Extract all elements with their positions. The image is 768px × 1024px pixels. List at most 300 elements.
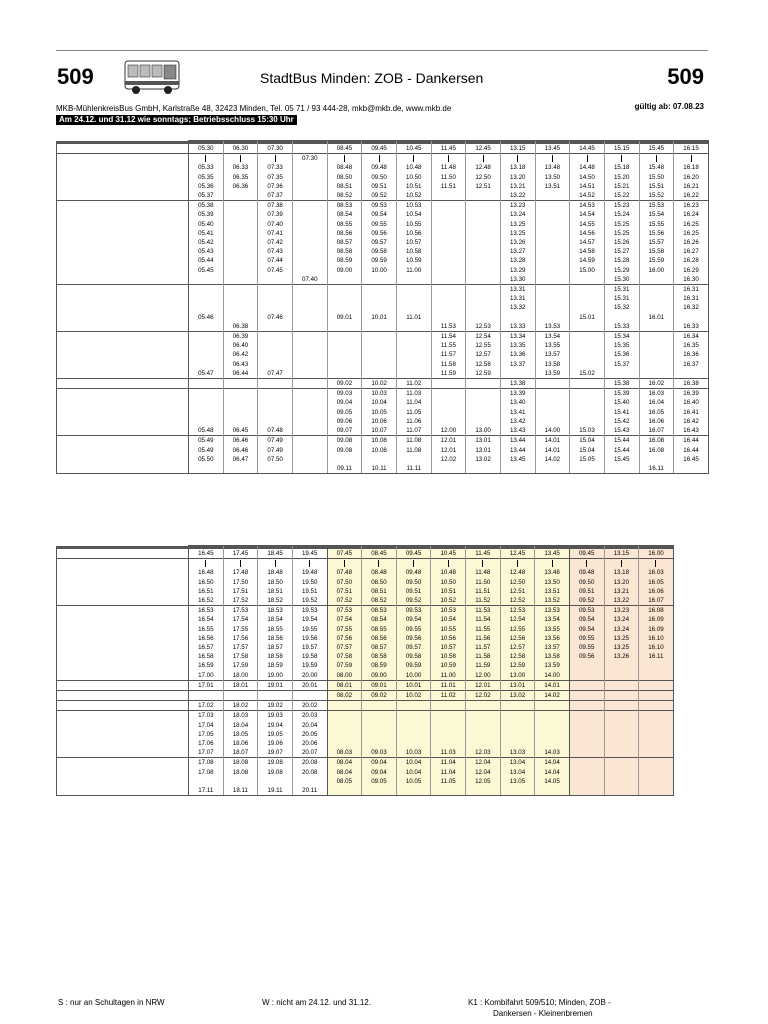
- departure-time: [362, 455, 397, 464]
- departure-time: 10.52: [431, 596, 466, 606]
- departure-time: 13.29: [500, 266, 535, 275]
- departure-time: [327, 369, 362, 379]
- departure-time: 11.58: [431, 360, 466, 369]
- stop-name: [57, 398, 175, 407]
- pass-through-mark: [413, 155, 414, 162]
- departure-time: 13.01: [466, 446, 501, 455]
- departure-time: [396, 739, 431, 748]
- departure-time: [327, 721, 362, 730]
- departure-time: [535, 191, 570, 201]
- stop-row: [57, 201, 709, 211]
- departure-time: 15.38: [604, 379, 639, 389]
- departure-time: [569, 701, 604, 711]
- departure-time: 11.05: [396, 408, 431, 417]
- departure-time: 15.31: [604, 285, 639, 295]
- stop-row: [57, 163, 709, 172]
- departure-time: [189, 303, 224, 312]
- departure-time: 13.01: [500, 681, 535, 690]
- departure-time: [396, 322, 431, 332]
- stop-name: [57, 606, 175, 616]
- departure-time: 17.04: [189, 721, 224, 730]
- departure-time: 14.58: [570, 247, 605, 256]
- departure-time: [500, 701, 535, 711]
- stop-name: [57, 587, 175, 596]
- departure-time: [396, 730, 431, 739]
- stop-name: [57, 360, 175, 369]
- departure-time: [535, 701, 570, 711]
- departure-time: 08.50: [327, 173, 362, 182]
- departure-time: 19.04: [258, 721, 293, 730]
- departure-time: 10.53: [396, 201, 431, 211]
- departure-time: [396, 559, 431, 569]
- departure-time: 16.03: [639, 568, 674, 577]
- direction-marker: [175, 426, 189, 436]
- direction-marker: [175, 739, 189, 748]
- departure-time: 13.01: [466, 436, 501, 446]
- departure-time: [639, 777, 674, 786]
- stop-name: [57, 730, 175, 739]
- departure-time: [292, 313, 327, 322]
- departure-time: 07.33: [258, 163, 293, 172]
- departure-time: 06.46: [223, 446, 258, 455]
- departure-time: [189, 360, 224, 369]
- departure-time: [292, 559, 327, 569]
- direction-marker: [175, 748, 189, 758]
- direction-marker: [175, 701, 189, 711]
- stop-name: [57, 341, 175, 350]
- departure-time: 14.53: [570, 201, 605, 211]
- departure-time: 18.02: [223, 701, 258, 711]
- departure-time: 12.00: [431, 426, 466, 436]
- departure-time: 12.57: [466, 350, 501, 359]
- stop-row: [57, 350, 709, 359]
- departure-time: 16.10: [639, 643, 674, 652]
- stop-name: [57, 322, 175, 332]
- departure-time: 09.54: [569, 615, 604, 624]
- departure-time: 15.22: [604, 191, 639, 201]
- departure-time: [639, 730, 674, 739]
- departure-time: 16.44: [674, 436, 709, 446]
- departure-time: [431, 285, 466, 295]
- stop-name: [57, 615, 175, 624]
- departure-time: [327, 455, 362, 464]
- pass-through-mark: [552, 155, 553, 162]
- departure-time: [431, 398, 466, 407]
- pass-through-mark: [379, 155, 380, 162]
- departure-time: 16.01: [639, 313, 674, 322]
- departure-time: 16.09: [639, 625, 674, 634]
- departure-time: [189, 379, 224, 389]
- pass-through-mark: [482, 560, 483, 567]
- departure-time: 18.48: [258, 568, 293, 577]
- departure-time: [674, 154, 709, 164]
- departure-time: [639, 768, 674, 777]
- stop-row: [57, 322, 709, 332]
- departure-time: [639, 721, 674, 730]
- departure-time: 11.51: [466, 587, 501, 596]
- departure-time: [292, 247, 327, 256]
- departure-time: [604, 768, 639, 777]
- departure-time: 14.02: [535, 691, 570, 701]
- departure-time: 10.53: [431, 606, 466, 616]
- departure-time: [258, 464, 293, 474]
- stop-name: [57, 144, 175, 154]
- departure-time: [223, 220, 258, 229]
- departure-time: [431, 730, 466, 739]
- bus-icon: [122, 57, 182, 97]
- departure-time: [674, 369, 709, 379]
- departure-time: [500, 313, 535, 322]
- departure-time: 19.08: [258, 758, 293, 768]
- departure-time: 06.33: [223, 163, 258, 172]
- departure-time: [431, 721, 466, 730]
- stop-name: [57, 266, 175, 275]
- departure-time: [570, 398, 605, 407]
- departure-time: [223, 201, 258, 211]
- departure-time: [569, 721, 604, 730]
- departure-time: 13.50: [535, 578, 570, 587]
- departure-time: 15.35: [604, 341, 639, 350]
- departure-time: 08.45: [362, 549, 397, 559]
- departure-time: [292, 360, 327, 369]
- departure-time: 17.53: [223, 606, 258, 616]
- departure-time: [466, 711, 501, 721]
- departure-time: 19.48: [292, 568, 327, 577]
- direction-marker: [175, 464, 189, 474]
- departure-time: [535, 464, 570, 474]
- departure-time: [639, 748, 674, 758]
- departure-time: [639, 661, 674, 670]
- departure-time: [258, 350, 293, 359]
- departure-time: 19.02: [258, 701, 293, 711]
- departure-time: [292, 446, 327, 455]
- departure-time: [466, 464, 501, 474]
- stop-name: [57, 643, 175, 652]
- departure-time: [466, 229, 501, 238]
- departure-time: 07.50: [258, 455, 293, 464]
- departure-time: [466, 379, 501, 389]
- departure-time: 13.28: [500, 256, 535, 265]
- departure-time: [327, 360, 362, 369]
- stop-row: [57, 266, 709, 275]
- departure-time: 09.05: [362, 777, 397, 786]
- pass-through-mark: [621, 560, 622, 567]
- departure-time: 11.50: [466, 578, 501, 587]
- stop-name: [57, 303, 175, 312]
- departure-time: [569, 681, 604, 690]
- stop-row: [57, 360, 709, 369]
- departure-time: [639, 332, 674, 342]
- direction-marker: [175, 360, 189, 369]
- departure-time: 09.45: [569, 549, 604, 559]
- departure-time: 10.07: [362, 426, 397, 436]
- departure-time: [396, 369, 431, 379]
- departure-time: 16.15: [674, 144, 709, 154]
- pass-through-mark: [448, 560, 449, 567]
- departure-time: 10.08: [362, 436, 397, 446]
- departure-time: 19.06: [258, 739, 293, 748]
- departure-time: 13.48: [535, 568, 570, 577]
- departure-time: [500, 464, 535, 474]
- departure-time: 19.56: [292, 634, 327, 643]
- departure-time: 15.15: [604, 144, 639, 154]
- stop-row: [57, 721, 674, 730]
- departure-time: 14.50: [570, 173, 605, 182]
- departure-time: [500, 369, 535, 379]
- departure-time: [604, 701, 639, 711]
- departure-time: 09.58: [396, 652, 431, 661]
- departure-time: 11.55: [466, 625, 501, 634]
- departure-time: 15.31: [604, 294, 639, 303]
- departure-time: 11.07: [396, 426, 431, 436]
- departure-time: 11.52: [466, 596, 501, 606]
- departure-time: 09.48: [362, 163, 397, 172]
- departure-time: 12.52: [500, 596, 535, 606]
- departure-time: 18.01: [223, 681, 258, 690]
- departure-time: [431, 247, 466, 256]
- direction-marker: [175, 398, 189, 407]
- stop-name: [57, 313, 175, 322]
- departure-time: 06.38: [223, 322, 258, 332]
- departure-time: 08.51: [362, 587, 397, 596]
- departure-time: [466, 303, 501, 312]
- departure-time: [396, 341, 431, 350]
- departure-time: [604, 748, 639, 758]
- pass-through-mark: [483, 155, 484, 162]
- direction-marker: [175, 768, 189, 777]
- departure-time: 16.05: [639, 408, 674, 417]
- departure-time: [189, 417, 224, 426]
- departure-time: [466, 210, 501, 219]
- direction-marker: [175, 691, 189, 701]
- departure-time: 09.45: [396, 549, 431, 559]
- departure-time: [431, 786, 466, 796]
- departure-time: 09.05: [327, 408, 362, 417]
- departure-time: 16.33: [674, 322, 709, 332]
- departure-time: 09.54: [569, 625, 604, 634]
- departure-time: 20.01: [292, 681, 327, 690]
- departure-time: [292, 369, 327, 379]
- stop-row: [57, 275, 709, 285]
- departure-time: [189, 285, 224, 295]
- departure-time: 11.02: [396, 379, 431, 389]
- departure-time: 15.48: [639, 163, 674, 172]
- departure-time: 11.56: [466, 634, 501, 643]
- stop-name: [57, 350, 175, 359]
- departure-time: [396, 701, 431, 711]
- departure-time: 13.26: [500, 238, 535, 247]
- departure-time: 16.06: [639, 587, 674, 596]
- departure-time: 11.51: [431, 182, 466, 191]
- departure-time: 17.58: [223, 652, 258, 661]
- departure-time: 17.54: [223, 615, 258, 624]
- departure-time: [639, 154, 674, 164]
- departure-time: 16.21: [674, 182, 709, 191]
- pass-through-mark: [240, 560, 241, 567]
- departure-time: [223, 464, 258, 474]
- stop-name: [57, 681, 175, 690]
- departure-time: 15.58: [639, 247, 674, 256]
- departure-time: [535, 711, 570, 721]
- departure-time: 17.07: [189, 748, 224, 758]
- departure-time: 10.51: [431, 587, 466, 596]
- departure-time: [604, 691, 639, 701]
- departure-time: [604, 711, 639, 721]
- departure-time: [466, 266, 501, 275]
- departure-time: 08.48: [327, 163, 362, 172]
- departure-time: [223, 266, 258, 275]
- departure-time: 17.45: [223, 549, 258, 559]
- departure-time: 09.00: [327, 266, 362, 275]
- departure-time: 13.23: [604, 606, 639, 616]
- departure-time: [431, 266, 466, 275]
- departure-time: 11.01: [431, 681, 466, 690]
- departure-time: 08.45: [327, 144, 362, 154]
- departure-time: 07.49: [258, 436, 293, 446]
- departure-time: [362, 786, 397, 796]
- stop-name: [57, 701, 175, 711]
- departure-time: [396, 294, 431, 303]
- departure-time: 09.06: [327, 417, 362, 426]
- departure-time: [466, 701, 501, 711]
- departure-time: 15.02: [570, 369, 605, 379]
- stop-name: [57, 163, 175, 172]
- departure-time: 13.42: [500, 417, 535, 426]
- direction-marker: [175, 350, 189, 359]
- departure-time: 13.39: [500, 389, 535, 399]
- stop-row: [57, 144, 709, 154]
- departure-time: 13.41: [500, 408, 535, 417]
- departure-time: 09.08: [327, 446, 362, 455]
- departure-time: 16.05: [639, 578, 674, 587]
- departure-time: 16.42: [674, 417, 709, 426]
- departure-time: [466, 786, 501, 796]
- stop-row: [57, 173, 709, 182]
- direction-marker: [175, 191, 189, 201]
- stop-row: [57, 768, 674, 777]
- departure-time: 10.01: [396, 681, 431, 690]
- departure-time: 12.53: [500, 606, 535, 616]
- departure-time: 16.55: [189, 625, 224, 634]
- stop-row: [57, 398, 709, 407]
- stop-row: [57, 691, 674, 701]
- stop-row: [57, 247, 709, 256]
- departure-time: 13.25: [604, 634, 639, 643]
- stop-row: [57, 615, 674, 624]
- stop-name: [57, 220, 175, 229]
- departure-time: 10.54: [431, 615, 466, 624]
- stop-name: [57, 173, 175, 182]
- departure-time: 13.34: [500, 332, 535, 342]
- departure-time: 15.04: [570, 446, 605, 455]
- departure-time: 16.56: [189, 634, 224, 643]
- departure-time: 07.52: [327, 596, 362, 606]
- departure-time: 09.54: [396, 615, 431, 624]
- departure-time: [604, 777, 639, 786]
- departure-time: [570, 332, 605, 342]
- departure-time: [258, 332, 293, 342]
- departure-time: [535, 786, 570, 796]
- stop-row: [57, 332, 709, 342]
- departure-time: 15.42: [604, 417, 639, 426]
- departure-time: 19.57: [292, 643, 327, 652]
- stop-row: [57, 777, 674, 786]
- departure-time: 16.59: [189, 661, 224, 670]
- route-number-left: 509: [57, 64, 94, 89]
- pass-through-mark: [586, 560, 587, 567]
- departure-time: 15.03: [570, 426, 605, 436]
- departure-time: [431, 389, 466, 399]
- departure-time: [189, 408, 224, 417]
- departure-time: 14.00: [535, 671, 570, 680]
- departure-time: [292, 191, 327, 201]
- departure-time: [570, 154, 605, 164]
- departure-time: 16.07: [639, 426, 674, 436]
- departure-time: [223, 294, 258, 303]
- departure-time: 18.05: [223, 730, 258, 739]
- departure-time: 14.54: [570, 210, 605, 219]
- departure-time: [292, 389, 327, 399]
- stop-name: [57, 634, 175, 643]
- direction-marker: [175, 247, 189, 256]
- departure-time: [639, 691, 674, 701]
- departure-time: [500, 711, 535, 721]
- stop-row: [57, 464, 709, 474]
- departure-time: 11.06: [396, 417, 431, 426]
- direction-marker: [175, 711, 189, 721]
- pass-through-mark: [621, 155, 622, 162]
- departure-time: 13.31: [500, 285, 535, 295]
- departure-time: 06.30: [223, 144, 258, 154]
- direction-marker: [175, 587, 189, 596]
- stop-name: [57, 464, 175, 474]
- departure-time: [362, 721, 397, 730]
- departure-time: [639, 711, 674, 721]
- departure-time: [292, 691, 327, 701]
- departure-time: 13.00: [500, 671, 535, 680]
- departure-time: [431, 701, 466, 711]
- departure-time: [327, 341, 362, 350]
- departure-time: 16.36: [674, 350, 709, 359]
- departure-time: 16.30: [674, 275, 709, 285]
- direction-marker: [175, 303, 189, 312]
- departure-time: 05.49: [189, 436, 224, 446]
- departure-time: 05.35: [189, 173, 224, 182]
- departure-time: 07.40: [292, 275, 327, 285]
- departure-time: [292, 379, 327, 389]
- departure-time: 09.53: [396, 606, 431, 616]
- departure-time: 14.04: [535, 768, 570, 777]
- pass-through-mark: [517, 155, 518, 162]
- departure-time: [466, 154, 501, 164]
- departure-time: 08.52: [327, 191, 362, 201]
- stop-row: [57, 256, 709, 265]
- departure-time: 14.55: [570, 220, 605, 229]
- direction-marker: [175, 210, 189, 219]
- stop-row: [57, 643, 674, 652]
- departure-time: [570, 322, 605, 332]
- departure-time: 11.45: [466, 549, 501, 559]
- departure-time: 12.51: [500, 587, 535, 596]
- departure-time: 18.04: [223, 721, 258, 730]
- stop-name: [57, 625, 175, 634]
- departure-time: [223, 389, 258, 399]
- departure-time: 07.30: [292, 154, 327, 164]
- departure-time: 16.08: [639, 606, 674, 616]
- departure-time: 10.04: [362, 398, 397, 407]
- direction-marker: [175, 379, 189, 389]
- departure-time: 10.03: [362, 389, 397, 399]
